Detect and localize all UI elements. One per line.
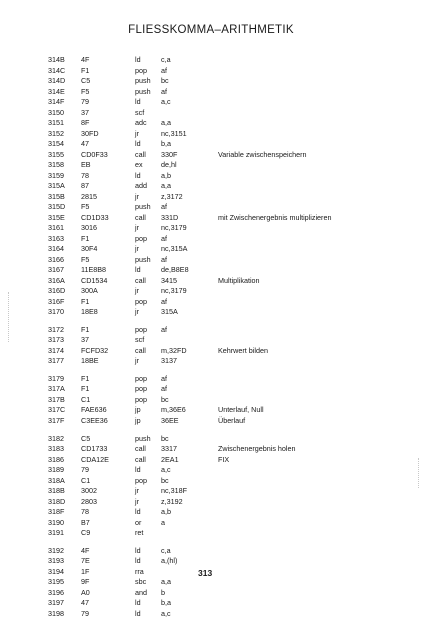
hex-code: F5 <box>81 86 90 96</box>
operand: m,32FD <box>161 345 187 355</box>
mnemonic: ld <box>135 556 141 566</box>
address: 3151 <box>48 118 64 127</box>
mnemonic: ld <box>135 598 141 608</box>
hex-code: F1 <box>81 296 90 306</box>
hex-code: CDA12E <box>81 454 109 464</box>
operand: nc,318F <box>161 486 187 496</box>
operand: af <box>161 296 167 306</box>
mnemonic: push <box>135 433 151 443</box>
mnemonic: call <box>135 345 146 355</box>
hex-code: 9F <box>81 577 90 587</box>
mnemonic: jr <box>135 223 139 232</box>
mnemonic: and <box>135 587 147 597</box>
hex-code: 11E8B8 <box>81 265 107 274</box>
mnemonic: push <box>135 86 151 96</box>
address: 3189 <box>48 465 64 475</box>
operand: a <box>161 517 165 527</box>
hex-code: F1 <box>81 324 90 334</box>
address: 3196 <box>48 587 64 597</box>
hex-code: F1 <box>81 233 90 243</box>
hex-code: 300A <box>81 286 98 295</box>
operand: m,36E6 <box>161 405 186 415</box>
mnemonic: sbc <box>135 577 147 587</box>
hex-code: 79 <box>81 97 89 106</box>
address: 314D <box>48 76 66 85</box>
hex-code: 3016 <box>81 223 97 232</box>
operand: bc <box>161 394 169 404</box>
address: 3192 <box>48 545 64 555</box>
hex-code: 37 <box>81 335 89 345</box>
address: 3166 <box>48 254 64 264</box>
hex-code: 2803 <box>81 496 97 506</box>
comment: Variable zwischenspeichern <box>218 149 307 159</box>
mnemonic: pop <box>135 373 147 383</box>
mnemonic: pop <box>135 233 147 243</box>
address: 3164 <box>48 244 64 253</box>
mnemonic: jp <box>135 405 141 415</box>
operand: bc <box>161 433 169 443</box>
operand: af <box>161 254 167 264</box>
address: 316D <box>48 286 66 295</box>
operand: af <box>161 65 167 75</box>
mnemonic: jr <box>135 286 139 295</box>
address: 3174 <box>48 345 64 355</box>
hex-code: 79 <box>81 608 89 618</box>
operand: nc,3151 <box>161 128 187 138</box>
mnemonic: ld <box>135 265 141 274</box>
mnemonic: jr <box>135 307 139 316</box>
address: 314F <box>48 97 65 106</box>
hex-code: CD1D33 <box>81 212 109 222</box>
hex-code: 78 <box>81 507 89 517</box>
operand: 3415 <box>161 275 177 285</box>
hex-code: 47 <box>81 139 89 148</box>
address: 315A <box>48 181 65 190</box>
operand: nc,3179 <box>161 223 187 232</box>
operand: a,(hl) <box>161 556 178 566</box>
hex-code: FCFD32 <box>81 345 109 355</box>
mnemonic: ld <box>135 507 141 517</box>
address: 3183 <box>48 444 64 454</box>
mnemonic: scf <box>135 335 145 345</box>
comment: Zwischenergebnis holen <box>218 444 296 454</box>
comment: Kehrwert bilden <box>218 345 268 355</box>
mnemonic: pop <box>135 324 147 334</box>
operand: a,c <box>161 465 171 475</box>
mnemonic: call <box>135 454 146 464</box>
hex-code: 30FD <box>81 128 99 138</box>
address: 3154 <box>48 139 64 148</box>
address: 317A <box>48 384 65 394</box>
address: 315E <box>48 212 65 222</box>
hex-code: 87 <box>81 181 89 190</box>
address: 3173 <box>48 335 64 345</box>
mnemonic: push <box>135 254 151 264</box>
hex-code: 2815 <box>81 191 97 201</box>
mnemonic: jr <box>135 356 139 366</box>
hex-code: 30F4 <box>81 244 98 253</box>
hex-code: CD1733 <box>81 444 108 454</box>
address: 318B <box>48 486 65 496</box>
address: 318A <box>48 475 65 485</box>
operand: 315A <box>161 307 178 316</box>
operand: 3317 <box>161 444 177 454</box>
page-title: FLIESSKOMMA–ARITHMETIK <box>128 24 294 36</box>
mnemonic: pop <box>135 65 147 75</box>
address: 3161 <box>48 223 64 232</box>
hex-code: B7 <box>81 517 90 527</box>
mnemonic: pop <box>135 475 147 485</box>
address: 3198 <box>48 608 64 618</box>
mnemonic: ld <box>135 139 141 148</box>
address: 3197 <box>48 598 64 608</box>
hex-code: C3EE36 <box>81 415 108 425</box>
comment: Unterlauf, Null <box>218 405 264 415</box>
address: 315D <box>48 202 66 211</box>
address: 3179 <box>48 373 64 383</box>
address: 316A <box>48 275 65 285</box>
hex-code: CD1534 <box>81 275 108 285</box>
mnemonic: ld <box>135 170 141 180</box>
hex-code: 7E <box>81 556 90 566</box>
operand: a,a <box>161 118 171 127</box>
operand: 3137 <box>161 356 177 366</box>
address: 317F <box>48 415 65 425</box>
mnemonic: adc <box>135 118 147 127</box>
operand: 2EA1 <box>161 454 179 464</box>
operand: a,a <box>161 577 171 587</box>
mnemonic: ex <box>135 160 143 169</box>
mnemonic: call <box>135 444 146 454</box>
hex-code: C5 <box>81 433 91 443</box>
mnemonic: jr <box>135 244 139 253</box>
operand: af <box>161 324 167 334</box>
hex-code: 78 <box>81 170 89 180</box>
operand: af <box>161 384 167 394</box>
mnemonic: push <box>135 76 151 85</box>
hex-code: 37 <box>81 107 89 117</box>
mnemonic: ret <box>135 528 144 538</box>
address: 315B <box>48 191 65 201</box>
mnemonic: call <box>135 275 146 285</box>
address: 3194 <box>48 566 64 576</box>
address: 3158 <box>48 160 64 169</box>
operand: a,b <box>161 170 171 180</box>
operand: af <box>161 86 167 96</box>
operand: z,3192 <box>161 496 183 506</box>
operand: bc <box>161 76 169 85</box>
comment: mit Zwischenergebnis multiplizieren <box>218 212 332 222</box>
address: 3193 <box>48 556 64 566</box>
comment: FIX <box>218 454 230 464</box>
operand: af <box>161 373 167 383</box>
operand: a,a <box>161 181 171 190</box>
operand: c,a <box>161 55 171 64</box>
page-number: 313 <box>198 568 213 578</box>
address: 314E <box>48 86 65 96</box>
operand: b,a <box>161 139 171 148</box>
hex-code: 3002 <box>81 486 97 496</box>
hex-code: C1 <box>81 394 91 404</box>
operand: af <box>161 233 167 243</box>
operand: b <box>161 587 165 597</box>
hex-code: F1 <box>81 373 90 383</box>
hex-code: C5 <box>81 76 91 85</box>
mnemonic: ld <box>135 608 141 618</box>
comment: Überlauf <box>218 415 246 425</box>
address: 3172 <box>48 324 64 334</box>
hex-code: FAE636 <box>81 405 107 415</box>
mnemonic: add <box>135 181 147 190</box>
mnemonic: pop <box>135 394 147 404</box>
mnemonic: ld <box>135 465 141 475</box>
address: 3159 <box>48 170 64 180</box>
address: 3152 <box>48 128 64 138</box>
operand: 331D <box>161 212 179 222</box>
hex-code: C9 <box>81 528 91 538</box>
address: 3150 <box>48 107 64 117</box>
hex-code: 1F <box>81 566 90 576</box>
address: 314B <box>48 55 65 64</box>
operand: de,B8E8 <box>161 265 189 274</box>
mnemonic: pop <box>135 384 147 394</box>
mnemonic: push <box>135 202 151 211</box>
operand: c,a <box>161 545 171 555</box>
operand: de,hl <box>161 160 177 169</box>
hex-code: CD0F33 <box>81 149 108 159</box>
operand: af <box>161 202 167 211</box>
address: 317B <box>48 394 65 404</box>
address: 3177 <box>48 356 64 366</box>
address: 316F <box>48 296 65 306</box>
mnemonic: jr <box>135 486 139 496</box>
address: 318F <box>48 507 65 517</box>
address: 3190 <box>48 517 64 527</box>
hex-code: F5 <box>81 254 90 264</box>
mnemonic: ld <box>135 97 141 106</box>
operand: a,b <box>161 507 171 517</box>
hex-code: 18E8 <box>81 307 98 316</box>
mnemonic: jr <box>135 128 139 138</box>
hex-code: F1 <box>81 65 90 75</box>
mnemonic: or <box>135 517 142 527</box>
hex-code: A0 <box>81 587 90 597</box>
mnemonic: jr <box>135 496 139 506</box>
address: 318D <box>48 496 66 506</box>
operand: z,3172 <box>161 191 183 201</box>
address: 3186 <box>48 454 64 464</box>
margin-mark <box>8 292 9 342</box>
operand: nc,3179 <box>161 286 187 295</box>
operand: 36EE <box>161 415 179 425</box>
address: 3167 <box>48 265 64 274</box>
hex-code: C1 <box>81 475 91 485</box>
address: 3191 <box>48 528 64 538</box>
mnemonic: rra <box>135 566 144 576</box>
hex-code: 47 <box>81 598 89 608</box>
address: 3163 <box>48 233 64 243</box>
operand: 330F <box>161 149 178 159</box>
mnemonic: pop <box>135 296 147 306</box>
mnemonic: ld <box>135 545 141 555</box>
address: 3195 <box>48 577 64 587</box>
operand: a,c <box>161 608 171 618</box>
hex-code: 4F <box>81 545 90 555</box>
mnemonic: call <box>135 149 146 159</box>
mnemonic: jp <box>135 415 141 425</box>
address: 317C <box>48 405 66 415</box>
hex-code: 8F <box>81 118 90 127</box>
mnemonic: ld <box>135 55 141 64</box>
operand: a,c <box>161 97 171 106</box>
operand: b,a <box>161 598 171 608</box>
address: 3170 <box>48 307 64 316</box>
operand: nc,315A <box>161 244 188 253</box>
hex-code: 18BE <box>81 356 99 366</box>
hex-code: 4F <box>81 55 90 64</box>
address: 3155 <box>48 149 64 159</box>
mnemonic: call <box>135 212 146 222</box>
comment: Multiplikation <box>218 275 260 285</box>
mnemonic: scf <box>135 107 145 117</box>
mnemonic: jr <box>135 191 139 201</box>
hex-code: F1 <box>81 384 90 394</box>
address: 3182 <box>48 433 64 443</box>
hex-code: EB <box>81 160 91 169</box>
hex-code: F5 <box>81 202 90 211</box>
hex-code: 79 <box>81 465 89 475</box>
operand: bc <box>161 475 169 485</box>
address: 314C <box>48 65 66 75</box>
margin-mark <box>418 458 419 488</box>
